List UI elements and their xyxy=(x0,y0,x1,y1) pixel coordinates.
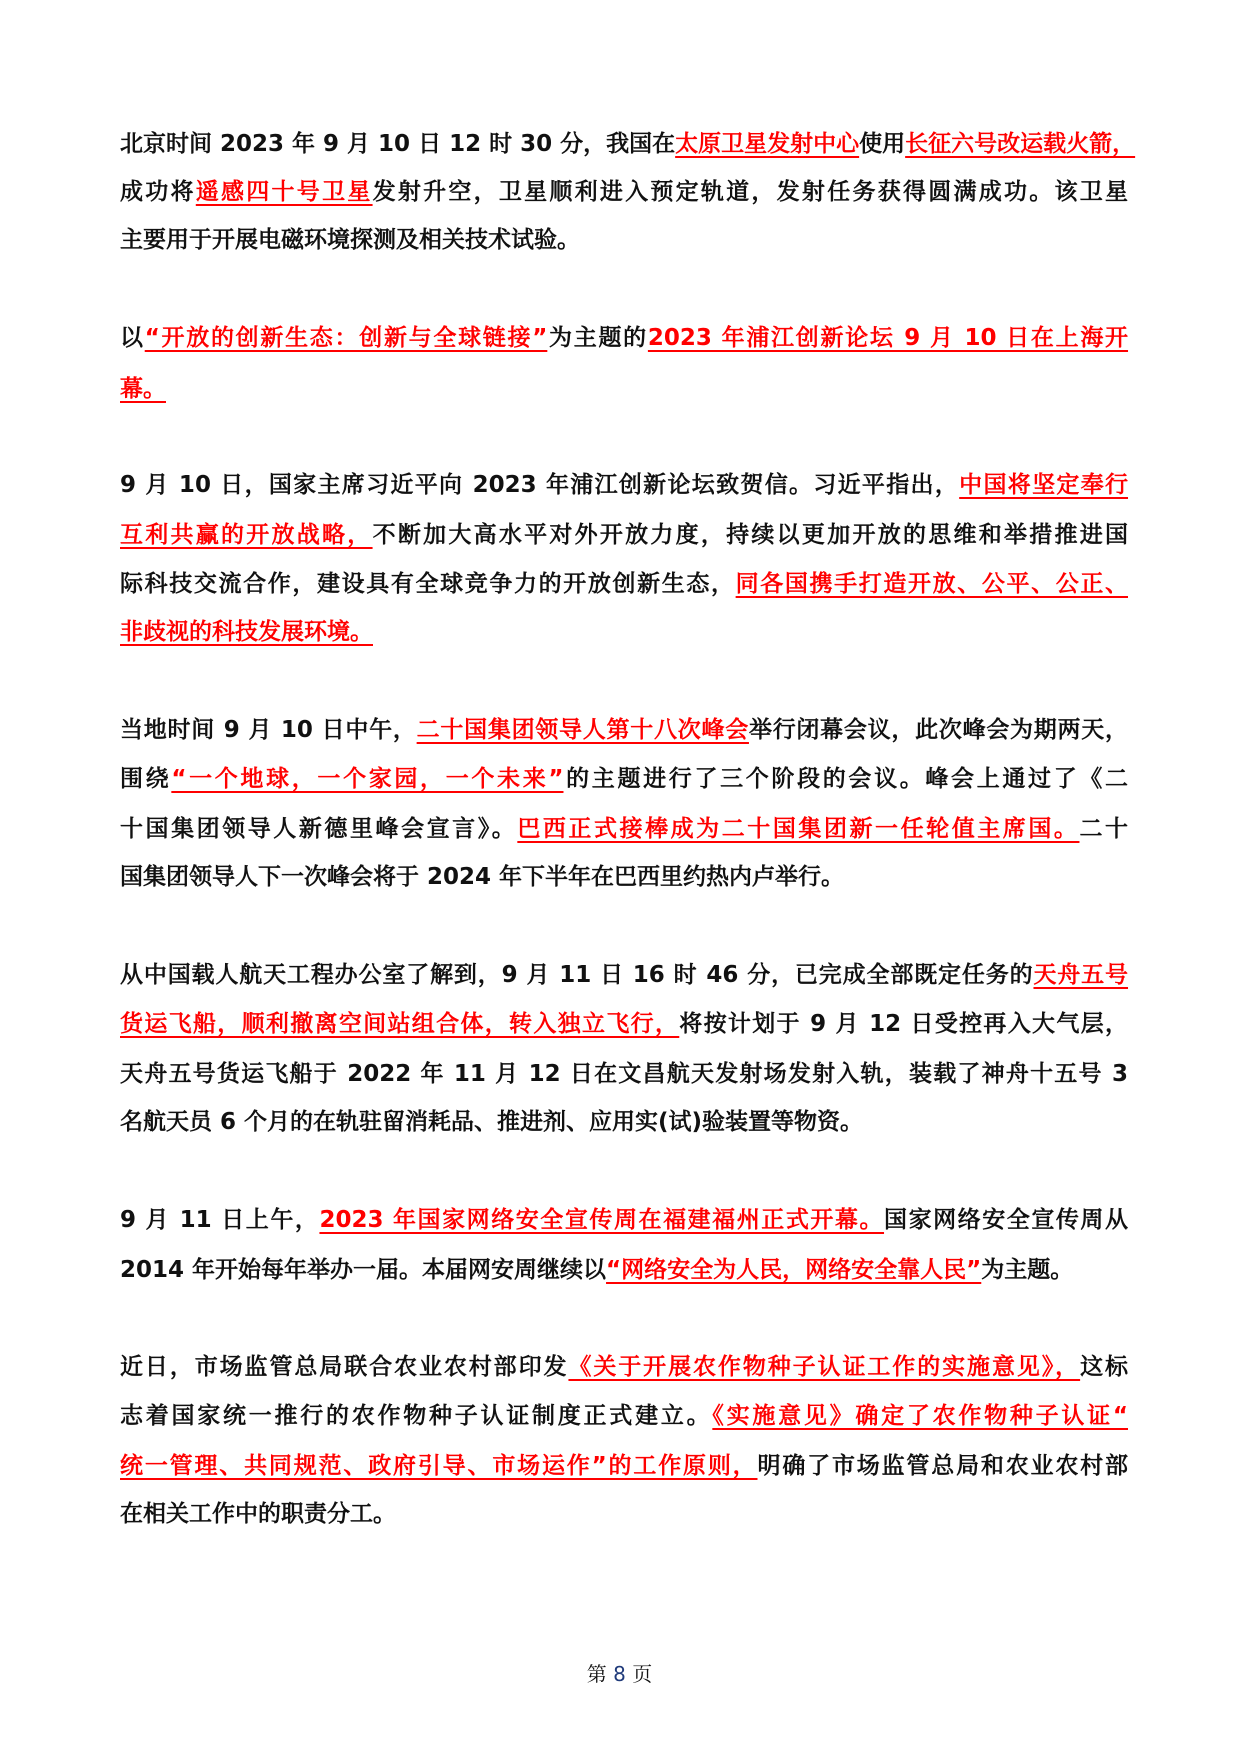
body-text: 在相关工作中的职责分工。 xyxy=(120,1501,396,1527)
text-line xyxy=(120,468,1128,502)
body-text: 的主题进行了三个阶段的会议。峰会上通过了《二 xyxy=(563,766,1129,792)
text-line xyxy=(120,713,1128,747)
text-line xyxy=(120,127,1136,161)
text-line xyxy=(120,762,1128,796)
text-line xyxy=(120,223,1128,257)
text-line xyxy=(120,860,1128,894)
highlighted-text: 货运飞船，顺利撤离空间站组合体，转入独立飞行， xyxy=(120,1011,680,1037)
highlighted-text: 《实施意见》确定了农作物种子认证“ xyxy=(712,1403,1128,1429)
highlighted-text: 统一管理、共同规范、政府引导、市场运作”的工作原则， xyxy=(120,1453,758,1479)
body-text: 名航天员 6 个月的在轨驻留消耗品、推进剂、应用实(试)验装置等物资。 xyxy=(120,1109,864,1135)
body-text: 明确了市场监管总局和农业农村部 xyxy=(757,1453,1129,1479)
body-text: 从中国载人航天工程办公室了解到，9 月 11 日 16 时 46 分，已完成全部既定任务的 xyxy=(120,962,1034,988)
text-line xyxy=(120,321,1128,355)
text-line xyxy=(120,1350,1128,1384)
body-text: 近日，市场监管总局联合农业农村部印发 xyxy=(120,1354,569,1380)
text-line xyxy=(120,567,1128,601)
highlighted-text: 幕。 xyxy=(120,376,166,402)
body-text: 十国集团领导人新德里峰会宣言》。 xyxy=(120,816,518,842)
text-line xyxy=(120,1007,1128,1041)
text-line xyxy=(120,518,1128,552)
body-text: 国集团领导人下一次峰会将于 2024 年下半年在巴西里约热内卢举行。 xyxy=(120,864,845,890)
page-number: 8 xyxy=(613,1662,626,1686)
body-text: 天舟五号货运飞船于 2022 年 11 月 12 日在文昌航天发射场发射入轨，装载了神舟十五号 3 xyxy=(120,1061,1128,1087)
text-line xyxy=(120,1399,1128,1433)
body-text: 主要用于开展电磁环境探测及相关技术试验。 xyxy=(120,227,580,253)
highlighted-text: 同各国携手打造开放、公平、公正、 xyxy=(735,571,1128,597)
highlighted-text: 遥感四十号卫星 xyxy=(195,179,373,205)
body-text: 成功将 xyxy=(120,179,196,205)
highlighted-text: 天舟五号 xyxy=(1033,962,1129,988)
body-text: 使用 xyxy=(859,131,906,157)
body-text: 举行闭幕会议，此次峰会为期两天， xyxy=(748,717,1129,743)
body-text: 为主题。 xyxy=(981,1257,1074,1283)
page-label-prefix: 第 xyxy=(586,1662,607,1686)
text-line xyxy=(120,1057,1128,1091)
body-text: 9 月 11 日上午， xyxy=(120,1207,320,1233)
body-text: 2014 年开始每年举办一届。本届网安周继续以 xyxy=(120,1257,607,1283)
text-line xyxy=(120,1449,1128,1483)
highlighted-text: 非歧视的科技发展环境。 xyxy=(120,619,373,645)
text-line xyxy=(120,1203,1128,1237)
highlighted-text: 2023 年国家网络安全宣传周在福建福州正式开幕。 xyxy=(319,1207,885,1233)
body-text: 际科技交流合作，建设具有全球竞争力的开放创新生态， xyxy=(120,571,736,597)
highlighted-text: 太原卫星发射中心 xyxy=(675,131,860,157)
body-text: 当地时间 9 月 10 日中午， xyxy=(120,717,417,743)
body-text: 以 xyxy=(120,325,145,351)
highlighted-text: 互利共赢的开放战略， xyxy=(120,522,373,548)
highlighted-text: 长征六号改运载火箭， xyxy=(905,131,1136,157)
text-line xyxy=(120,1497,1128,1531)
body-text: 志着国家统一推行的农作物种子认证制度正式建立。 xyxy=(120,1403,713,1429)
body-text: 将按计划于 9 月 12 日受控再入大气层， xyxy=(679,1011,1129,1037)
text-line xyxy=(120,812,1128,846)
body-text: 发射升空，卫星顺利进入预定轨道，发射任务获得圆满成功。该卫星 xyxy=(372,179,1129,205)
text-line xyxy=(120,372,1128,406)
highlighted-text: “网络安全为人民，网络安全靠人民” xyxy=(606,1257,982,1283)
text-line xyxy=(120,615,1128,649)
body-text: 二十 xyxy=(1079,816,1129,842)
highlighted-text: “一个地球，一个家园，一个未来” xyxy=(171,766,564,792)
highlighted-text: 2023 年浦江创新论坛 9 月 10 日在上海开 xyxy=(647,325,1129,351)
text-line xyxy=(120,175,1128,209)
body-text: 围绕 xyxy=(120,766,172,792)
highlighted-text: 巴西正式接棒成为二十国集团新一任轮值主席国。 xyxy=(517,816,1080,842)
text-line xyxy=(120,1253,1128,1287)
highlighted-text: “开放的创新生态：创新与全球链接” xyxy=(144,325,548,351)
highlighted-text: 中国将坚定奉行 xyxy=(959,472,1129,498)
highlighted-text: 《关于开展农作物种子认证工作的实施意见》， xyxy=(568,1354,1081,1380)
body-text: 国家网络安全宣传周从 xyxy=(884,1207,1128,1233)
body-text: 北京时间 2023 年 9 月 10 日 12 时 30 分，我国在 xyxy=(120,131,676,157)
page-footer xyxy=(0,1658,1239,1687)
highlighted-text: 二十国集团领导人第十八次峰会 xyxy=(416,717,749,743)
page-label-suffix: 页 xyxy=(632,1662,653,1686)
body-text: 9 月 10 日，国家主席习近平向 2023 年浦江创新论坛致贺信。习近平指出， xyxy=(120,472,960,498)
text-line xyxy=(120,958,1128,992)
text-line xyxy=(120,1105,1128,1139)
body-text: 为主题的 xyxy=(547,325,648,351)
body-text: 不断加大高水平对外开放力度，持续以更加开放的思维和举措推进国 xyxy=(372,522,1129,548)
body-text: 这标 xyxy=(1080,1354,1129,1380)
